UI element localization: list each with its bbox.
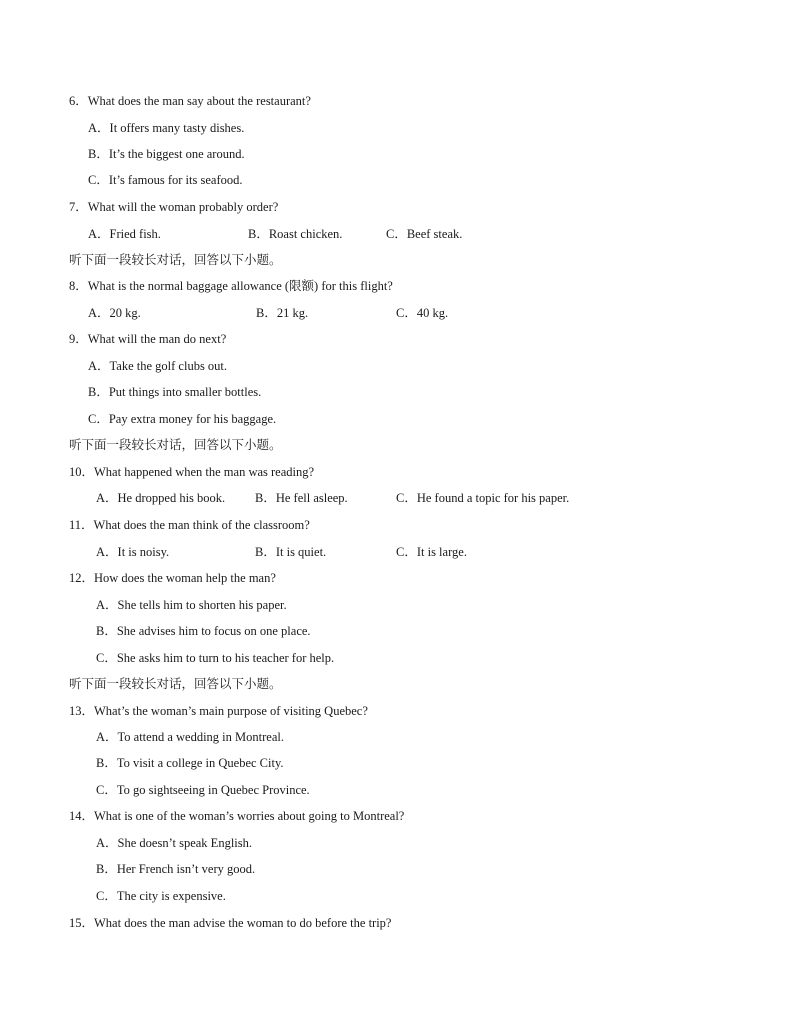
question-8-option-b: B．21 kg. bbox=[256, 306, 309, 320]
question-10-option-b: B．He fell asleep. bbox=[255, 491, 348, 505]
question-15-stem: 15．What does the man advise the woman to do before the trip? bbox=[69, 916, 392, 930]
question-14-option-c: C．The city is expensive. bbox=[96, 889, 226, 903]
question-12-option-a: A．She tells him to shorten his paper. bbox=[96, 598, 287, 612]
question-9-stem: 9．What will the man do next? bbox=[69, 332, 227, 346]
question-7-option-a: A．Fried fish. bbox=[88, 227, 161, 241]
question-12-option-b: B．She advises him to focus on one place. bbox=[96, 624, 311, 638]
question-13-option-c: C．To go sightseeing in Quebec Province. bbox=[96, 783, 310, 797]
section-instruction-3: 听下面一段较长对话，回答以下小题。 bbox=[69, 676, 282, 691]
question-14-option-b: B．Her French isn’t very good. bbox=[96, 862, 256, 876]
question-11-option-c: C．It is large. bbox=[396, 545, 467, 559]
section-instruction-2: 听下面一段较长对话，回答以下小题。 bbox=[69, 437, 282, 452]
section-instruction-1: 听下面一段较长对话，回答以下小题。 bbox=[69, 252, 282, 267]
question-8-stem: 8．What is the normal baggage allowance (限额) for this flight? bbox=[69, 279, 393, 293]
question-7-option-b: B．Roast chicken. bbox=[248, 227, 343, 241]
question-6-stem: 6．What does the man say about the restaurant? bbox=[69, 94, 311, 108]
question-9-option-b: B．Put things into smaller bottles. bbox=[88, 385, 262, 399]
question-13-option-b: B．To visit a college in Quebec City. bbox=[96, 756, 284, 770]
question-8-option-c: C．40 kg. bbox=[396, 306, 449, 320]
question-14-stem: 14．What is one of the woman’s worries about going to Montreal? bbox=[69, 809, 405, 823]
question-8-option-a: A．20 kg. bbox=[88, 306, 141, 320]
question-7-option-c: C．Beef steak. bbox=[386, 227, 463, 241]
question-14-option-a: A．She doesn’t speak English. bbox=[96, 836, 253, 850]
question-7-stem: 7．What will the woman probably order? bbox=[69, 200, 279, 214]
question-12-stem: 12．How does the woman help the man? bbox=[69, 571, 276, 585]
question-13-stem: 13．What’s the woman’s main purpose of visiting Quebec? bbox=[69, 704, 368, 718]
question-11-option-a: A．It is noisy. bbox=[96, 545, 170, 559]
question-10-option-c: C．He found a topic for his paper. bbox=[396, 491, 570, 505]
question-6-option-c: C．It’s famous for its seafood. bbox=[88, 173, 243, 187]
question-6-option-a: A．It offers many tasty dishes. bbox=[88, 121, 245, 135]
question-10-stem: 10．What happened when the man was reading? bbox=[69, 465, 315, 479]
question-9-option-a: A．Take the golf clubs out. bbox=[88, 359, 228, 373]
question-13-option-a: A．To attend a wedding in Montreal. bbox=[96, 730, 284, 744]
question-9-option-c: C．Pay extra money for his baggage. bbox=[88, 412, 277, 426]
question-11-option-b: B．It is quiet. bbox=[255, 545, 327, 559]
question-10-option-a: A．He dropped his book. bbox=[96, 491, 226, 505]
question-11-stem: 11．What does the man think of the classroom? bbox=[69, 518, 310, 532]
question-6-option-b: B．It’s the biggest one around. bbox=[88, 147, 245, 161]
question-12-option-c: C．She asks him to turn to his teacher for help. bbox=[96, 651, 335, 665]
